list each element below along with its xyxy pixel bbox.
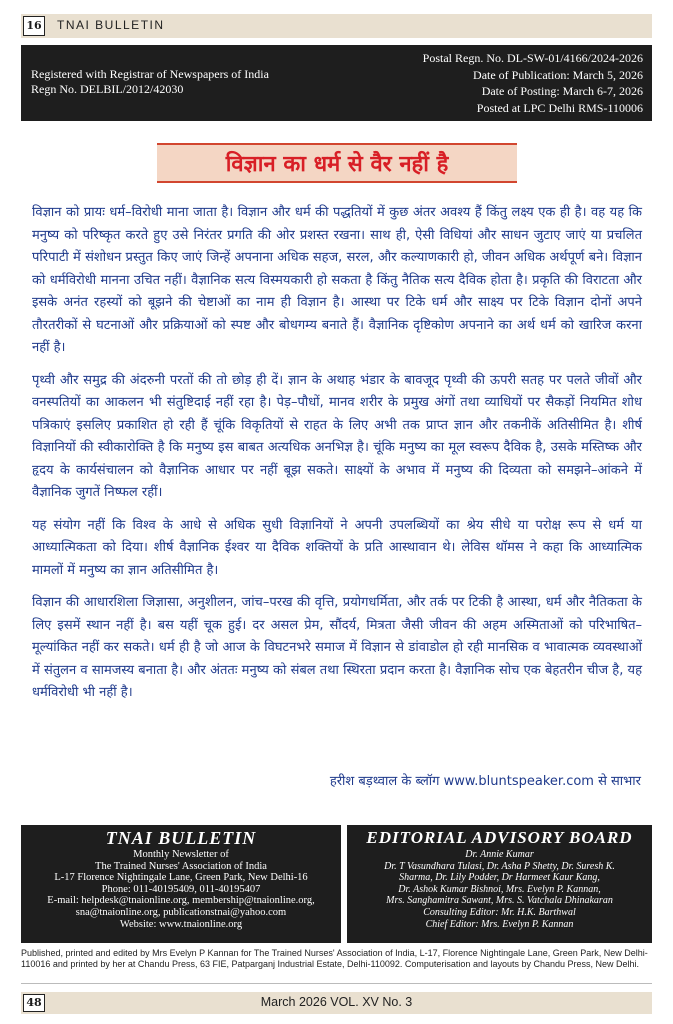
registration-box — [21, 45, 652, 121]
article-title-band — [157, 143, 517, 183]
postal-line: Date of Posting: March 6-7, 2026 — [481, 84, 643, 98]
postal-line: Posted at LPC Delhi RMS-110006 — [476, 100, 643, 115]
board-line: Chief Editor: Mrs. Evelyn P. Kannan — [425, 918, 574, 930]
board-line: Mrs. Sanghamitra Sawant, Mrs. S. Vatchala Dhinakaran — [386, 895, 613, 907]
header-strip — [21, 14, 652, 38]
editorial-board-box — [347, 825, 652, 943]
page-number: 16 — [23, 16, 45, 36]
article-body — [32, 202, 642, 715]
bulletin-line: The Trained Nurses' Association of India — [95, 860, 267, 872]
issue-label: March 2026 VOL. XV No. 3 — [260, 995, 413, 1009]
bulletin-line: Website: www.tnaionline.org — [119, 918, 243, 930]
bulletin-line: L-17 Florence Nightingale Lane, Green Park, New Delhi-16 — [54, 872, 308, 884]
registration-right — [423, 50, 643, 116]
article-paragraph: विज्ञान को प्रायः धर्म–विरोधी माना जाता है। विज्ञान और धर्म की पद्धतियों में कुछ अंतर अवश्य हैं किंतु लक्ष्य एक ही है। वह यह कि मनुष्य को परिष्कृत करते हुए उसे निरंतर प्रगति की ओर प्रशस्त रखना। साथ ही, ऐसी विधियां और साधन जुटाए जाएं या प्रचलित परिपाटी में संशोधन प्रस्तुत किए जाएं जिन्हें अपनाना अधिक सहज, सरल, और कल्याणकारी हो, जीवन अधिक अर्थपूर्ण बने। विज्ञान को धर्मविरोधी मानना उचित नहीं। वैज्ञानिक सत्य विस्मयकारी हो सकता है किंतु नैतिक सत्य दैविक होता है। प्रकृति की विराटता और इसके अनंत रहस्यों को बूझने की चेष्टाओं का नाम ही विज्ञान है। आस्था पर टिके धर्म और साक्ष्य पर टिके विज्ञान दोनों अपने तौरतरीकों से घटनाओं और प्रक्रियाओं को स्पष्ट और बोधगम्य बनाते हैं। वैज्ञानिक दृष्टिकोण अपनाने का अर्थ धर्म को खारिज करना नहीं है। — [32, 205, 642, 355]
registration-line: Regn No. DELBIL/2012/42030 — [31, 82, 184, 96]
registration-left — [31, 67, 269, 97]
board-line: Sharma, Dr. Lily Podder, Dr Harmeet Kaur Kang, — [399, 872, 600, 884]
bulletin-line: sna@tnaionline.org, publicationstnai@yahoo.com — [75, 906, 287, 918]
imprint-text: Published, printed and edited by Mrs Evelyn P Kannan for The Trained Nurses' Association of India, L-17, Florence Nightingale Lane, Green Park, New Delhi-110016 and printed by her at Chandu Press, 63 FIE, Patparganj Industrial Estate, Delhi-110092. Computerisation and layouts by Chandu Press, New Delhi. — [21, 948, 648, 969]
registration-line: Registered with Registrar of Newspapers of India — [31, 67, 269, 81]
postal-line: Date of Publication: March 5, 2026 — [473, 67, 643, 82]
footer-strip — [21, 992, 652, 1014]
bulletin-line: Monthly Newsletter of — [133, 849, 229, 860]
publication-name: TNAI BULLETIN — [57, 18, 165, 32]
postal-line: Postal Regn. No. DL-SW-01/4166/2024-2026 — [422, 51, 643, 65]
footer-page-number: 48 — [23, 994, 45, 1012]
board-line: Consulting Editor: Mr. H.K. Barthwal — [423, 906, 576, 918]
article-title: विज्ञान का धर्म से वैर नहीं है — [225, 152, 449, 177]
bulletin-line: Phone: 011-40195409, 011-40195407 — [101, 883, 261, 895]
bulletin-title: TNAI BULLETIN — [105, 828, 257, 848]
article-paragraph: पृथ्वी और समुद्र की अंदरुनी परतों की तो छोड़ ही दें। ज्ञान के अथाह भंडार के बावजूद पृथ्वी की ऊपरी सतह पर पलते जीवों और वनस्पतियों का आकलन भी संतुष्टिदाई नहीं रहा है। पेड़–पौधों, मानव शरीर के प्रमुख अंगों तथा व्याधियों पर सैकड़ों नियमित शोध पत्रिकाएं इसलिए प्रकाशित हो रही हैं चूंकि विकृतियों से राहत के लिए अभी तक प्राप्त ज्ञान और तकनीकें अतिसीमित है। शीर्ष विज्ञानियों की स्वीकारोक्ति है कि मनुष्य इस बाबत अत्यधिक अनभिज्ञ है। चूंकि मनुष्य का मूल स्वरूप दैविक है, उसके मस्तिष्क और हृदय के कार्यसंचालन को वैज्ञानिक आधार पर नहीं बूझ सकते। साक्ष्यों के अभाव में मनुष्य की दिव्यता को समझने–आंकने में वैज्ञानिक जुगतें निष्फल रहीं। — [32, 372, 642, 500]
board-line: Dr. Annie Kumar — [465, 849, 534, 860]
article-credit: हरीश बड़थ्वाल के ब्लॉग www.bluntspeaker.com से साभार — [329, 774, 641, 789]
board-title: EDITORIAL ADVISORY BOARD — [366, 828, 633, 847]
article-paragraph: यह संयोग नहीं कि विश्व के आधे से अधिक सुधी विज्ञानियों ने अपनी उपलब्धियों का श्रेय सीधे या परोक्ष रूप से धर्म या आध्यात्मिकता को दिया। शीर्ष वैज्ञानिक ईश्वर या दैविक शक्तियों के प्रति आस्थावान थे। लेविस थॉमस ने कहा कि आध्यात्मिक मामलों में मनुष्य का ज्ञान अतिसीमित है। — [32, 517, 642, 578]
board-line: Dr. T Vasundhara Tulasi, Dr. Asha P Shetty, Dr. Suresh K. — [384, 860, 615, 872]
article-paragraph: विज्ञान की आधारशिला जिज्ञासा, अनुशीलन, जांच–परख की वृत्ति, प्रयोगधर्मिता, और तर्क पर टिकी है आस्था, धर्म और नैतिकता के लिए इसमें स्थान नहीं है। बस यहीं चूक हुई। दर असल प्रेम, सौंदर्य, मित्रता जैसी जीवन की अहम अस्मिताओं को परिभाषित–मूल्यांकित नहीं कर सकते। धर्म ही है जो आज के विघटनभरे समाज में विज्ञान से डांवाडोल हो रही मानसिक व भावात्मक व्यवस्थाओं में संतुलन व सामजस्य बनाता है। और अंततः मनुष्य को संबल तथा स्थिरता प्रदान करता है। वैज्ञानिक सोच एक बेहतरीन चीज है, यह धर्मविरोधी भी नहीं है। — [32, 595, 642, 700]
bulletin-info-box — [21, 825, 341, 943]
divider — [21, 983, 652, 984]
board-line: Dr. Ashok Kumar Bishnoi, Mrs. Evelyn P. Kannan, — [398, 883, 601, 895]
bulletin-line: E-mail: helpdesk@tnaionline.org, membership@tnaionline.org, — [47, 895, 315, 907]
